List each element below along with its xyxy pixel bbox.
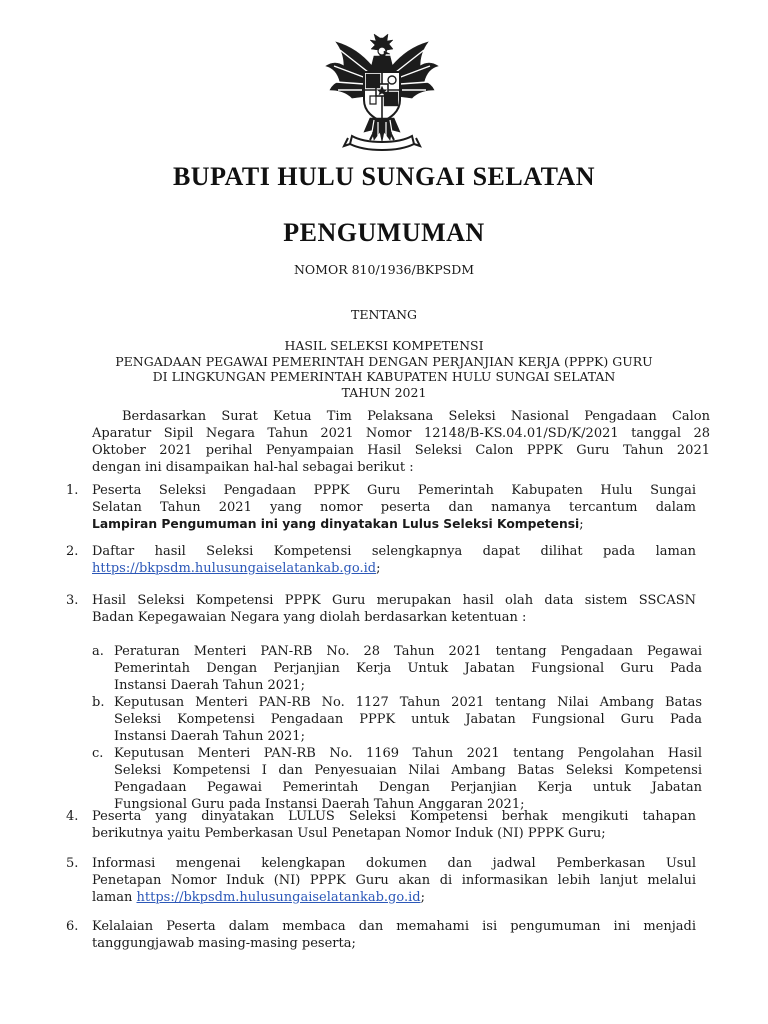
item-line: Selatan Tahun 2021 yang nomor peserta dan namanya tercantum dalam bbox=[92, 500, 696, 515]
subject-line: TAHUN 2021 bbox=[341, 384, 427, 400]
sub-item-line: Instansi Daerah Tahun 2021; bbox=[114, 678, 305, 693]
item-tail: ; bbox=[420, 890, 425, 905]
garuda-pancasila-emblem-icon bbox=[322, 32, 442, 156]
item-line: Badan Kepegawaian Negara yang diolah berdasarkan ketentuan : bbox=[92, 610, 527, 625]
item-line: Daftar hasil Seleksi Kompetensi selengkapnya dapat dilihat pada laman bbox=[92, 544, 696, 559]
regent-title: BUPATI HULU SUNGAI SELATAN bbox=[172, 162, 596, 191]
sub-item-a bbox=[92, 643, 706, 695]
sub-item-line: Peraturan Menteri PAN-RB No. 28 Tahun 2021 tentang Pengadaan Pegawai bbox=[114, 644, 702, 659]
item-number: 3. bbox=[66, 593, 79, 608]
opening-line: Aparatur Sipil Negara Tahun 2021 Nomor 12148/B-KS.04.01/SD/K/2021 tanggal 28 bbox=[92, 426, 710, 441]
item-line: tanggungjawab masing-masing peserta; bbox=[92, 936, 356, 951]
sub-item-b bbox=[92, 694, 706, 746]
list-item-3 bbox=[66, 592, 706, 632]
sub-item-line: Pengadaan Pegawai Pemerintah Dengan Perjanjian Kerja untuk Jabatan bbox=[114, 780, 702, 795]
list-item-4 bbox=[66, 808, 706, 848]
item-line: Hasil Seleksi Kompetensi PPPK Guru merupakan hasil olah data sistem SSCASN bbox=[92, 593, 696, 608]
item-number: 1. bbox=[66, 483, 79, 498]
list-item-1 bbox=[66, 482, 706, 538]
sub-item-line: Seleksi Kompetensi Pengadaan PPPK untuk Jabatan Fungsional Guru Pada bbox=[114, 712, 702, 727]
subject-line: HASIL SELEKSI KOMPETENSI bbox=[284, 338, 484, 353]
item-tail: ; bbox=[579, 517, 584, 532]
item-number: 5. bbox=[66, 856, 79, 871]
opening-line: Berdasarkan Surat Ketua Tim Pelaksana Seleksi Nasional Pengadaan Calon bbox=[122, 409, 710, 424]
sub-item-line: Fungsional Guru pada Instansi Daerah Tahun Anggaran 2021; bbox=[114, 797, 525, 812]
bkpsdm-website-link[interactable]: https://bkpsdm.hulusungaiselatankab.go.id bbox=[136, 890, 421, 905]
item-tail: ; bbox=[376, 561, 381, 576]
bkpsdm-website-link[interactable]: https://bkpsdm.hulusungaiselatankab.go.id bbox=[92, 561, 377, 576]
sub-item-letter: a. bbox=[92, 644, 104, 659]
sub-item-letter: b. bbox=[92, 695, 105, 710]
subject-block bbox=[0, 338, 768, 400]
about-label: TENTANG bbox=[350, 307, 417, 322]
item-line-prefix: laman bbox=[92, 890, 137, 905]
item-line: Peserta Seleksi Pengadaan PPPK Guru Pemerintah Kabupaten Hulu Sungai bbox=[92, 483, 696, 498]
item-number: 4. bbox=[66, 809, 79, 824]
sub-item-line: Keputusan Menteri PAN-RB No. 1169 Tahun 2021 tentang Pengolahan Hasil bbox=[114, 746, 702, 761]
document-title: PENGUMUMAN bbox=[283, 218, 485, 247]
item-line: Penetapan Nomor Induk (NI) PPPK Guru akan di informasikan lebih lanjut melalui bbox=[92, 873, 696, 888]
item-line: Kelalaian Peserta dalam membaca dan memahami isi pengumuman ini menjadi bbox=[92, 919, 696, 934]
document-number: NOMOR 810/1936/BKPSDM bbox=[293, 262, 475, 277]
sub-item-line: Instansi Daerah Tahun 2021; bbox=[114, 729, 305, 744]
opening-paragraph bbox=[92, 408, 710, 476]
list-item-5 bbox=[66, 855, 706, 911]
subject-line: DI LINGKUNGAN PEMERINTAH KABUPATEN HULU SUNGAI SELATAN bbox=[152, 369, 616, 384]
lulus-statement-bold: Lampiran Pengumuman ini yang dinyatakan Lulus Seleksi Kompetensi bbox=[92, 517, 580, 531]
item-number: 6. bbox=[66, 919, 79, 934]
sub-item-line: Pemerintah Dengan Perjanjian Kerja Untuk Jabatan Fungsional Guru Pada bbox=[114, 661, 702, 676]
sub-item-c bbox=[92, 745, 706, 815]
sub-item-line: Keputusan Menteri PAN-RB No. 1127 Tahun 2021 tentang Nilai Ambang Batas bbox=[114, 695, 702, 710]
sub-item-line: Seleksi Kompetensi I dan Penyesuaian Nilai Ambang Batas Seleksi Kompetensi bbox=[114, 763, 702, 778]
opening-line: dengan ini disampaikan hal-hal sebagai berikut : bbox=[92, 460, 414, 475]
list-item-2 bbox=[66, 543, 706, 583]
subject-line: PENGADAAN PEGAWAI PEMERINTAH DENGAN PERJANJIAN KERJA (PPPK) GURU bbox=[115, 353, 653, 369]
item-line: berikutnya yaitu Pemberkasan Usul Penetapan Nomor Induk (NI) PPPK Guru; bbox=[92, 826, 606, 841]
list-item-6 bbox=[66, 918, 706, 958]
opening-line: Oktober 2021 perihal Penyampaian Hasil Seleksi Calon PPPK Guru Tahun 2021 bbox=[92, 443, 710, 458]
item-number: 2. bbox=[66, 544, 79, 559]
item-line: Peserta yang dinyatakan LULUS Seleksi Kompetensi berhak mengikuti tahapan bbox=[92, 809, 696, 824]
item-line: Informasi mengenai kelengkapan dokumen dan jadwal Pemberkasan Usul bbox=[92, 856, 696, 871]
sub-item-letter: c. bbox=[92, 746, 104, 761]
